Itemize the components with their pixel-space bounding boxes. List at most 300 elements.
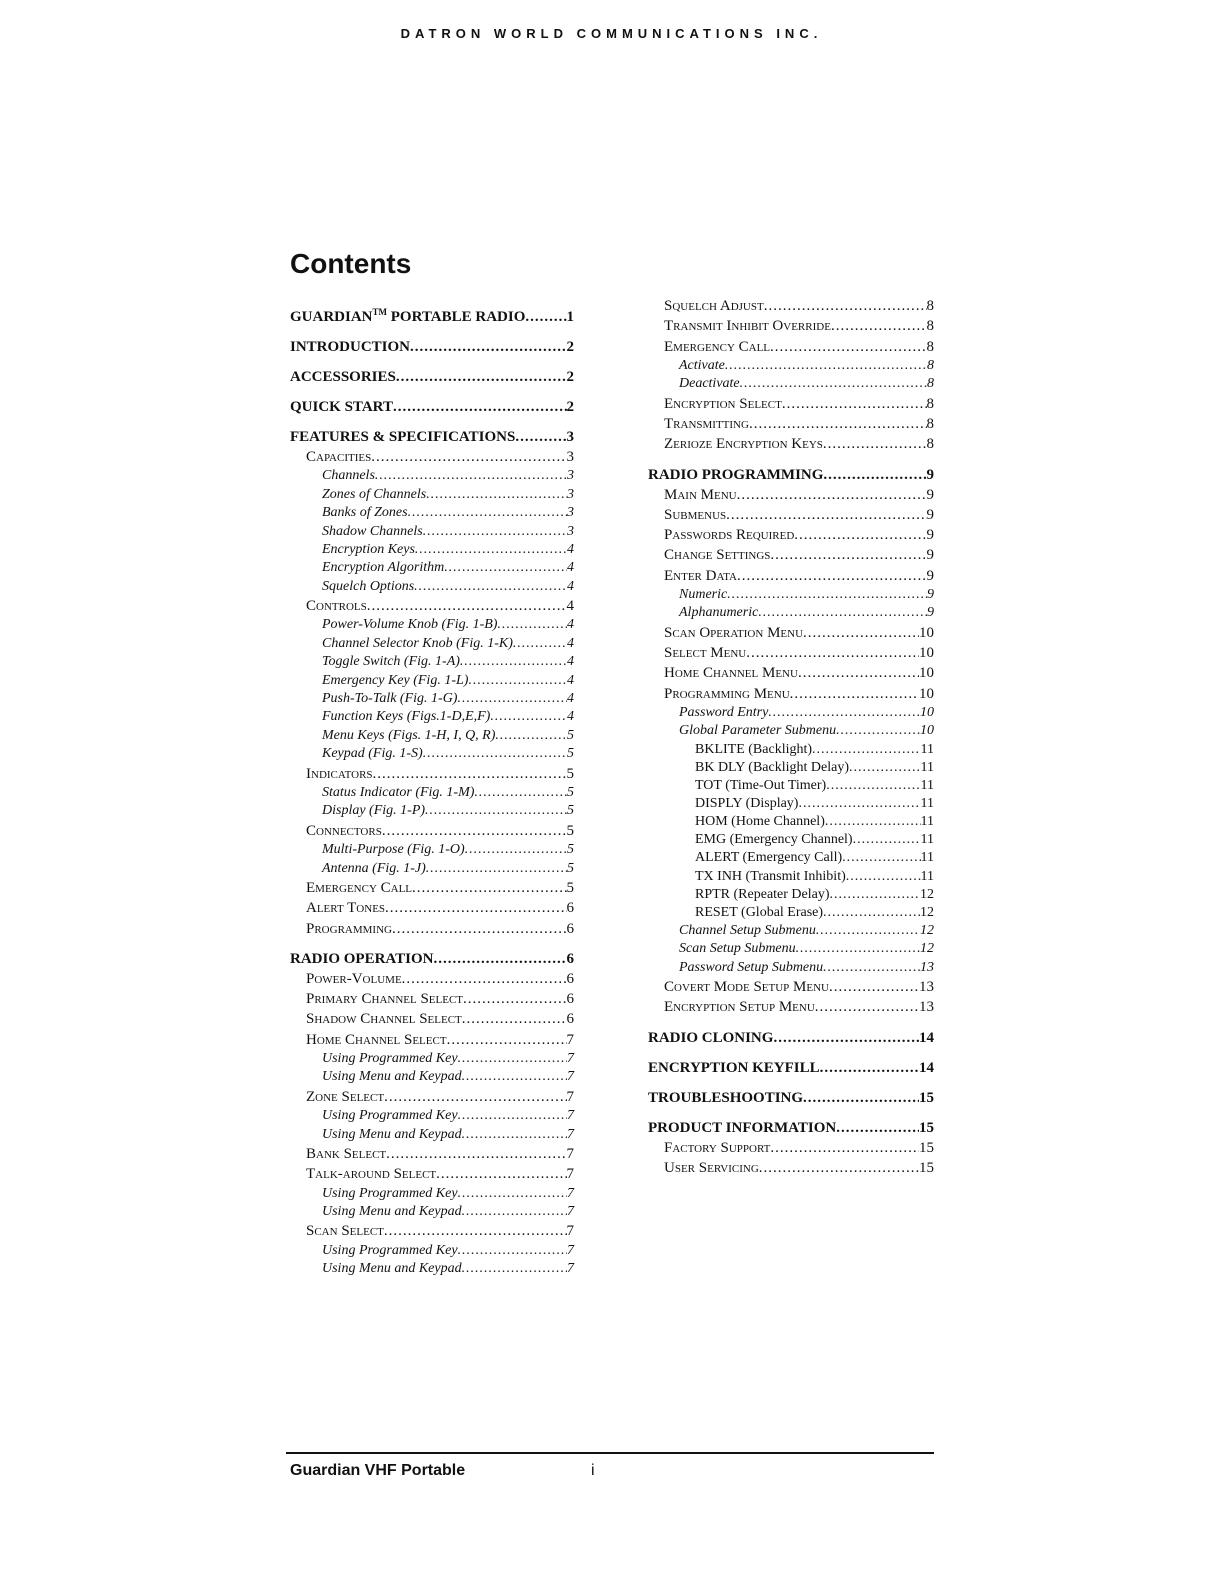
toc-entry-label: INTRODUCTION — [290, 339, 411, 355]
dot-leader — [836, 1119, 919, 1138]
toc-entry-label: Alert Tones — [306, 900, 386, 917]
dot-leader — [408, 504, 567, 522]
toc-entry-label: TX INH (Transmit Inhibit) — [695, 868, 846, 884]
toc-entry-label: Connectors — [306, 822, 382, 839]
toc-entry[interactable] — [648, 663, 934, 683]
toc-entry[interactable] — [290, 919, 574, 939]
toc-entry-page: 8 — [926, 298, 934, 314]
toc-column-left — [290, 308, 574, 1278]
toc-entry-page: 7 — [566, 1031, 574, 1048]
toc-entry[interactable] — [290, 860, 574, 878]
dot-leader — [393, 398, 567, 417]
toc-entry-label: Power-Volume Knob (Fig. 1-B) — [322, 617, 498, 633]
toc-entry[interactable] — [648, 722, 934, 740]
toc-entry[interactable] — [648, 977, 934, 997]
toc-entry[interactable] — [648, 1138, 934, 1158]
toc-entry-label: Change Settings — [664, 547, 771, 564]
toc-entry-label: Encryption Keys — [322, 541, 415, 557]
toc-entry-label: Global Parameter Submenu — [679, 723, 837, 739]
toc-entry-label: Activate — [679, 357, 725, 373]
toc-entry-page: 5 — [567, 803, 574, 819]
toc-entry-page: 9 — [926, 547, 934, 564]
toc-entry-page: 7 — [567, 1050, 574, 1066]
toc-entry[interactable] — [290, 1126, 574, 1144]
toc-entry[interactable] — [648, 375, 934, 393]
dot-leader — [770, 337, 926, 357]
toc-entry-label: Display (Fig. 1-P) — [322, 803, 426, 819]
toc-entry-label: Using Menu and Keypad — [322, 1203, 462, 1219]
toc-entry-page: 4 — [566, 598, 574, 615]
toc-entry[interactable] — [290, 523, 574, 541]
toc-entry-page: 4 — [567, 654, 574, 670]
toc-entry[interactable] — [648, 777, 934, 795]
dot-leader — [740, 375, 927, 393]
toc-entry-label: Capacities — [306, 449, 372, 465]
dot-leader — [436, 1164, 566, 1184]
toc-entry[interactable] — [648, 759, 934, 777]
toc-entry-page: 7 — [566, 1088, 574, 1105]
toc-entry[interactable] — [648, 922, 934, 940]
toc-entry-page: 13 — [920, 959, 934, 975]
toc-entry-page: 8 — [926, 416, 934, 432]
toc-entry-label: Menu Keys (Figs. 1-H, I, Q, R) — [322, 727, 496, 743]
dot-leader — [812, 741, 920, 759]
toc-entry[interactable] — [648, 813, 934, 831]
toc-entry[interactable] — [648, 1059, 934, 1078]
toc-entry-label: Passwords Required — [664, 527, 795, 544]
toc-entry-label: Using Menu and Keypad — [322, 1126, 462, 1142]
toc-entry-page: 8 — [926, 338, 934, 355]
toc-entry[interactable] — [290, 898, 574, 918]
toc-entry-label: Transmit Inhibit Override — [664, 318, 831, 335]
toc-entry-page: 11 — [920, 850, 934, 866]
toc-entry-label: User Servicing — [664, 1159, 759, 1176]
toc-entry[interactable] — [290, 727, 574, 745]
toc-entry-label: Encryption Setup Menu — [664, 999, 815, 1016]
dot-leader — [457, 690, 567, 708]
toc-entry[interactable] — [648, 868, 934, 886]
toc-entry[interactable] — [290, 1068, 574, 1086]
toc-entry-page: 1 — [566, 309, 574, 325]
toc-entry[interactable] — [648, 940, 934, 958]
toc-entry-page: 5 — [567, 842, 574, 858]
toc-entry-label: Scan Select — [306, 1223, 384, 1240]
toc-entry-page: 3 — [566, 429, 574, 445]
toc-entry[interactable] — [648, 296, 934, 316]
dot-leader — [465, 841, 567, 859]
toc-entry-page: 11 — [920, 868, 934, 884]
toc-entry[interactable] — [648, 394, 934, 414]
dot-leader — [826, 777, 920, 795]
dot-leader — [515, 428, 566, 447]
toc-entry[interactable] — [648, 485, 934, 505]
toc-entry[interactable] — [648, 1119, 934, 1138]
toc-entry[interactable] — [648, 434, 934, 454]
toc-entry[interactable] — [290, 802, 574, 820]
toc-entry[interactable] — [648, 316, 934, 336]
toc-entry-label: Status Indicator (Fig. 1-M) — [322, 784, 475, 800]
toc-entry[interactable] — [648, 959, 934, 977]
toc-entry[interactable] — [648, 337, 934, 357]
footer-page-number: i — [591, 1462, 595, 1479]
toc-entry-page: 9 — [926, 527, 934, 544]
toc-entry-page: 3 — [566, 449, 574, 465]
toc-entry[interactable] — [648, 566, 934, 586]
toc-entry-page: 10 — [919, 624, 934, 641]
dot-leader — [758, 604, 927, 622]
toc-entry-label: Alphanumeric — [679, 605, 759, 621]
toc-entry-page: 2 — [566, 369, 574, 385]
dot-leader — [373, 764, 567, 784]
toc-entry-page: 9 — [926, 567, 934, 584]
toc-entry[interactable] — [290, 950, 574, 969]
toc-entry-label: RPTR (Repeater Delay) — [695, 886, 830, 902]
toc-entry[interactable] — [648, 357, 934, 375]
toc-entry-page: 5 — [567, 784, 574, 800]
toc-entry[interactable] — [290, 784, 574, 802]
toc-entry[interactable] — [290, 559, 574, 577]
toc-entry[interactable] — [648, 505, 934, 525]
toc-entry[interactable] — [290, 578, 574, 596]
toc-entry-label: Channel Setup Submenu — [679, 922, 816, 938]
toc-entry-label: Programming Menu — [664, 685, 790, 702]
toc-entry[interactable] — [290, 616, 574, 634]
toc-entry-label: Toggle Switch (Fig. 1-A) — [322, 654, 460, 670]
toc-entry[interactable] — [290, 1030, 574, 1050]
dot-leader — [433, 950, 566, 969]
dot-leader — [823, 434, 927, 454]
dot-leader — [371, 447, 566, 467]
toc-entry-page: 5 — [566, 879, 574, 896]
dot-leader — [816, 922, 920, 940]
toc-entry-label: Numeric — [679, 587, 728, 603]
toc-entry-page: 7 — [567, 1126, 574, 1142]
toc-entry-page: 9 — [927, 605, 934, 621]
toc-entry-label: Encryption Select — [664, 395, 782, 412]
toc-entry-label: PRODUCT INFORMATION — [648, 1119, 837, 1136]
toc-entry[interactable] — [290, 467, 574, 485]
dot-leader — [402, 969, 567, 989]
dot-leader — [426, 860, 567, 878]
dot-leader — [798, 795, 920, 813]
toc-entry[interactable] — [290, 989, 574, 1009]
toc-entry-page: 12 — [920, 904, 934, 920]
toc-entry[interactable] — [290, 1221, 574, 1241]
toc-entry[interactable] — [290, 504, 574, 522]
toc-entry[interactable] — [290, 368, 574, 387]
toc-entry-page: 7 — [566, 1145, 574, 1162]
toc-entry-page: 10 — [920, 723, 934, 739]
toc-entry[interactable] — [648, 795, 934, 813]
toc-entry-page: 5 — [566, 765, 574, 782]
toc-entry-label: Home Channel Select — [306, 1031, 447, 1048]
toc-entry[interactable] — [648, 831, 934, 849]
toc-entry-page: 14 — [919, 1029, 934, 1046]
toc-entry[interactable] — [290, 1242, 574, 1260]
toc-entry-page: 6 — [566, 991, 574, 1008]
toc-entry-page: 6 — [566, 970, 574, 987]
toc-entry-label: Squelch Adjust — [664, 298, 764, 314]
toc-entry[interactable] — [290, 764, 574, 784]
dot-leader — [462, 1260, 567, 1278]
toc-entry-label: ACCESSORIES — [290, 369, 396, 385]
toc-entry-label: RESET (Global Erase) — [695, 904, 824, 920]
toc-entry[interactable] — [648, 997, 934, 1017]
toc-entry-label: Zones of Channels — [322, 486, 427, 502]
toc-entry-label: Emergency Call — [306, 879, 413, 896]
toc-entry[interactable] — [648, 414, 934, 434]
toc-entry-label: Emergency Key (Fig. 1-L) — [322, 672, 469, 688]
dot-leader — [384, 1087, 566, 1107]
toc-entry[interactable] — [648, 586, 934, 604]
toc-entry-page: 4 — [567, 635, 574, 651]
toc-entry-label: Select Menu — [664, 645, 747, 662]
toc-entry[interactable] — [290, 1009, 574, 1029]
toc-entry[interactable] — [648, 684, 934, 704]
dot-leader — [798, 663, 919, 683]
toc-entry-label: Banks of Zones — [322, 505, 408, 521]
dot-leader — [462, 1068, 567, 1086]
toc-entry[interactable] — [290, 1164, 574, 1184]
dot-leader — [414, 578, 567, 596]
toc-entry[interactable] — [290, 635, 574, 653]
toc-entry-label: Using Programmed Key — [322, 1108, 458, 1124]
toc-entry[interactable] — [648, 886, 934, 904]
toc-entry[interactable] — [290, 841, 574, 859]
toc-entry[interactable] — [648, 704, 934, 722]
toc-entry-page: 14 — [919, 1059, 934, 1076]
toc-entry-page: 5 — [566, 822, 574, 839]
toc-entry[interactable] — [648, 1029, 934, 1048]
dot-leader — [737, 485, 927, 505]
toc-entry-label: Enter Data — [664, 567, 737, 584]
dot-leader — [770, 1138, 919, 1158]
toc-entry-label: Function Keys (Figs.1-D,E,F) — [322, 709, 491, 725]
toc-entry-page: 11 — [920, 741, 934, 757]
dot-leader — [846, 868, 921, 886]
toc-entry-page: 12 — [920, 922, 934, 938]
toc-entry-page: 4 — [567, 691, 574, 707]
dot-leader — [836, 722, 920, 740]
toc-entry-label: ENCRYPTION KEYFILL — [648, 1059, 820, 1076]
dot-leader — [759, 1158, 919, 1178]
toc-entry-label: Channels — [322, 468, 375, 484]
toc-entry-label: Zerioze Encryption Keys — [664, 436, 823, 453]
toc-entry[interactable] — [290, 1087, 574, 1107]
toc-entry-label: Factory Support — [664, 1139, 771, 1156]
footer-divider — [286, 1452, 934, 1454]
toc-entry[interactable] — [648, 545, 934, 565]
toc-entry-page: 10 — [919, 685, 934, 702]
toc-entry-page: 8 — [927, 357, 934, 373]
toc-entry[interactable] — [290, 338, 574, 357]
toc-entry-page: 15 — [919, 1139, 934, 1156]
toc-entry-page: 13 — [919, 979, 934, 996]
dot-leader — [396, 368, 567, 387]
toc-entry[interactable] — [648, 1158, 934, 1178]
toc-entry-page: 11 — [920, 778, 934, 794]
toc-entry[interactable] — [290, 447, 574, 467]
toc-entry[interactable] — [290, 821, 574, 841]
toc-entry-page: 7 — [567, 1185, 574, 1201]
toc-entry[interactable] — [290, 1050, 574, 1068]
dot-leader — [462, 1203, 567, 1221]
dot-leader — [367, 596, 567, 616]
toc-entry-label: FEATURES & SPECIFICATIONS — [290, 429, 516, 445]
toc-entry-label: Squelch Options — [322, 578, 415, 594]
dot-leader — [423, 523, 567, 541]
toc-entry[interactable] — [648, 525, 934, 545]
toc-entry-page: 2 — [566, 339, 574, 355]
dot-leader — [726, 505, 926, 525]
toc-entry[interactable] — [290, 690, 574, 708]
toc-entry[interactable] — [290, 672, 574, 690]
toc-entry-label: Using Programmed Key — [322, 1050, 458, 1066]
dot-leader — [773, 1029, 919, 1048]
toc-entry-label: Shadow Channels — [322, 523, 423, 539]
dot-leader — [525, 308, 566, 327]
toc-entry[interactable] — [648, 643, 934, 663]
dot-leader — [474, 784, 567, 802]
toc-entry-page: 11 — [920, 814, 934, 830]
toc-entry-label: Encryption Algorithm — [322, 560, 445, 576]
dot-leader — [768, 704, 920, 722]
toc-entry[interactable] — [290, 1185, 574, 1203]
toc-entry-page: 7 — [567, 1242, 574, 1258]
toc-entry[interactable] — [290, 878, 574, 898]
dot-leader — [725, 357, 927, 375]
toc-entry[interactable] — [290, 745, 574, 763]
toc-entry-label: Transmitting — [664, 416, 749, 432]
dot-leader — [495, 727, 567, 745]
toc-entry-page: 6 — [566, 1011, 574, 1028]
toc-entry-page: 11 — [920, 759, 934, 775]
dot-leader — [384, 1221, 567, 1241]
toc-entry-page: 4 — [567, 617, 574, 633]
toc-entry-page: 15 — [919, 1119, 934, 1136]
toc-entry[interactable] — [648, 623, 934, 643]
toc-entry-page: 9 — [926, 506, 934, 523]
dot-leader — [415, 541, 567, 559]
dot-leader — [385, 898, 566, 918]
toc-entry-label: DISPLY (Display) — [695, 796, 799, 812]
toc-entry[interactable] — [290, 1260, 574, 1278]
dot-leader — [825, 813, 921, 831]
toc-entry-page: 15 — [919, 1159, 934, 1176]
toc-entry-page: 7 — [566, 1166, 574, 1183]
toc-entry[interactable] — [290, 541, 574, 559]
toc-entry-page: 11 — [920, 832, 934, 848]
dot-leader — [375, 467, 567, 485]
toc-entry-page: 4 — [567, 709, 574, 725]
toc-entry[interactable] — [648, 604, 934, 622]
dot-leader — [764, 296, 927, 316]
toc-entry-page: 2 — [566, 399, 574, 415]
dot-leader — [829, 977, 919, 997]
toc-entry[interactable] — [648, 904, 934, 922]
toc-entry-page: 9 — [926, 486, 934, 503]
dot-leader — [803, 1089, 919, 1108]
toc-entry-label: Submenus — [664, 506, 727, 523]
toc-entry-label: BK DLY (Backlight Delay) — [695, 759, 849, 775]
toc-entry-label: Talk-around Select — [306, 1166, 437, 1183]
toc-entry[interactable] — [290, 596, 574, 616]
toc-entry[interactable] — [290, 708, 574, 726]
page-title: Contents — [290, 248, 412, 279]
dot-leader — [831, 316, 927, 336]
toc-entry[interactable] — [290, 1144, 574, 1164]
toc-entry-label: BKLITE (Backlight) — [695, 741, 813, 757]
dot-leader — [796, 940, 920, 958]
toc-entry-page: 5 — [567, 860, 574, 876]
dot-leader — [392, 919, 567, 939]
toc-entry-page: 12 — [920, 941, 934, 957]
dot-leader — [513, 635, 567, 653]
toc-entry-page: 11 — [920, 796, 934, 812]
toc-entry[interactable] — [290, 428, 574, 447]
dot-leader — [423, 745, 567, 763]
toc-entry-label: Covert Mode Setup Menu — [664, 979, 829, 996]
dot-leader — [468, 672, 567, 690]
toc-entry-label: ALERT (Emergency Call) — [695, 850, 843, 866]
toc-entry-label: Controls — [306, 598, 367, 615]
dot-leader — [490, 708, 567, 726]
toc-entry-page: 6 — [566, 920, 574, 937]
toc-entry-page: 12 — [920, 886, 934, 902]
toc-entry[interactable] — [290, 1203, 574, 1221]
toc-entry[interactable] — [648, 1089, 934, 1108]
toc-entry[interactable] — [648, 466, 934, 485]
dot-leader — [410, 338, 566, 357]
dot-leader — [820, 1059, 919, 1078]
toc-entry-label: Deactivate — [679, 376, 740, 392]
toc-entry-label: RADIO CLONING — [648, 1029, 774, 1046]
toc-entry[interactable] — [290, 308, 574, 327]
toc-entry-page: 8 — [927, 376, 934, 392]
toc-entry-page: 10 — [920, 705, 934, 721]
toc-entry-label: RADIO PROGRAMMING — [648, 466, 824, 483]
dot-leader — [458, 1107, 567, 1125]
toc-entry-label: Programming — [306, 920, 392, 937]
toc-entry-page: 3 — [567, 505, 574, 521]
toc-entry-page: 4 — [567, 672, 574, 688]
dot-leader — [458, 1050, 567, 1068]
toc-entry-label: Emergency Call — [664, 338, 771, 355]
toc-entry[interactable] — [290, 653, 574, 671]
dot-leader — [853, 831, 921, 849]
toc-entry-label: Using Menu and Keypad — [322, 1069, 462, 1085]
dot-leader — [749, 414, 927, 434]
dot-leader — [823, 466, 926, 485]
dot-leader — [815, 997, 919, 1017]
dot-leader — [782, 394, 927, 414]
toc-entry[interactable] — [290, 1107, 574, 1125]
dot-leader — [842, 849, 920, 867]
toc-entry[interactable] — [290, 969, 574, 989]
toc-entry-page: 7 — [566, 1223, 574, 1240]
toc-entry-label: Using Menu and Keypad — [322, 1261, 462, 1277]
toc-entry[interactable] — [290, 486, 574, 504]
toc-entry[interactable] — [290, 398, 574, 417]
toc-entry-page: 10 — [919, 665, 934, 682]
toc-entry-label: Password Setup Submenu — [679, 959, 824, 975]
toc-entry[interactable] — [648, 741, 934, 759]
toc-entry-page: 7 — [567, 1203, 574, 1219]
toc-entry-page: 6 — [566, 900, 574, 917]
toc-entry-page: 8 — [926, 395, 934, 412]
toc-entry[interactable] — [648, 849, 934, 867]
toc-entry-label: TOT (Time-Out Timer) — [695, 778, 827, 794]
